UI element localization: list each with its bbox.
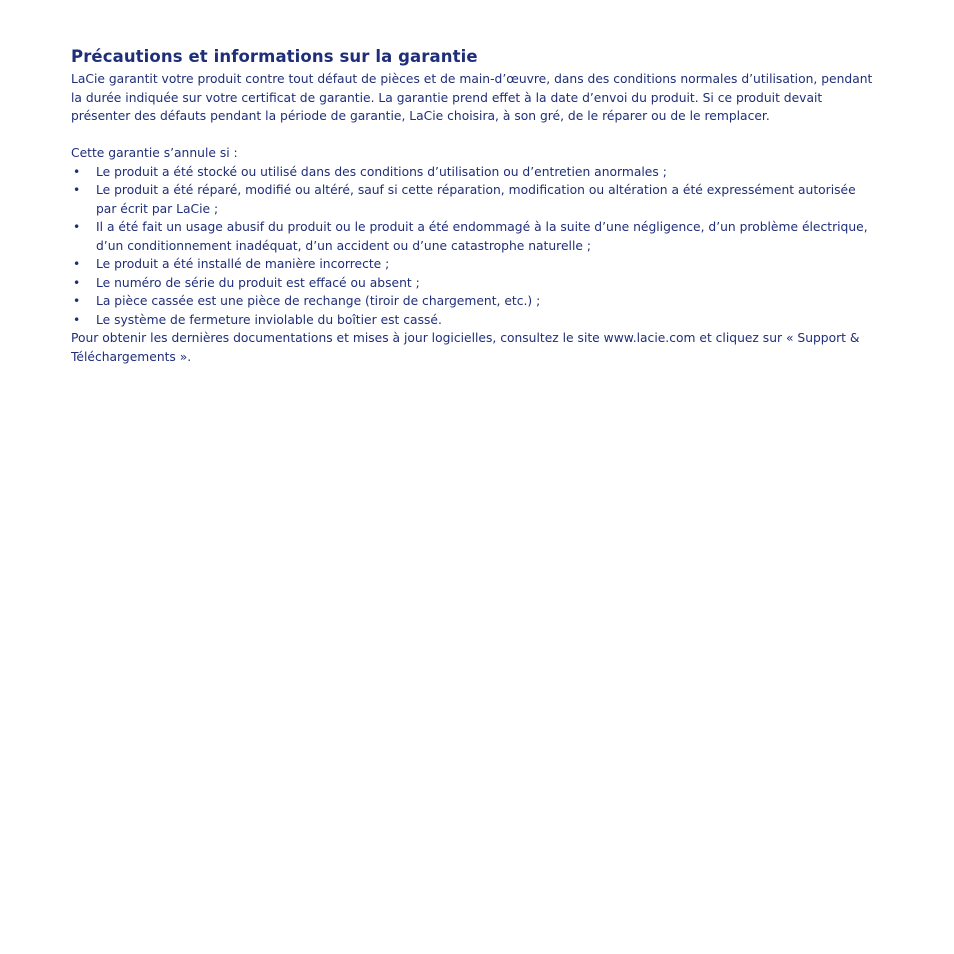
bullet-icon: • [73,257,81,271]
void-heading: Cette garantie s’annule si : [71,146,238,160]
text-line: Le produit a été réparé, modifié ou altéré, sauf si cette réparation, modification ou altération a été expressément autorisée [96,183,856,197]
text-line: La pièce cassée est une pièce de rechange (tiroir de chargement, etc.) ; [96,294,541,308]
text-line: présenter des défauts pendant la période de garantie, LaCie choisira, à son gré, de le réparer ou de le remplacer. [71,109,770,123]
bullet-icon: • [73,294,81,308]
bullet-icon: • [73,183,81,197]
outro-paragraph [71,329,911,366]
bullet-icon: • [73,220,81,234]
text-line: d’un conditionnement inadéquat, d’un accident ou d’une catastrophe naturelle ; [96,238,591,253]
text-line: la durée indiquée sur votre certificat de garantie. La garantie prend effet à la date d’envoi du produit. Si ce produit devait [71,90,823,105]
bullet-icon: • [73,312,81,327]
text-line: Le produit a été stocké ou utilisé dans des conditions d’utilisation ou d’entretien anormales ; [96,164,667,179]
list-item [71,218,911,255]
list-item [71,163,911,182]
warranty-section [71,46,911,366]
list-item [71,181,911,218]
text-line: Le numéro de série du produit est effacé ou absent ; [96,275,420,290]
text-line: Le produit a été installé de manière incorrecte ; [96,257,390,271]
list-item [71,255,911,274]
text-line: Pour obtenir les dernières documentations et mises à jour logicielles, consultez le site www.lacie.com et cliquez sur « Support & [71,331,860,345]
text-line: Il a été fait un usage abusif du produit ou le produit a été endommagé à la suite d’une négligence, d’un problème électrique, [96,220,868,234]
bullet-icon: • [73,164,81,179]
text-line: Téléchargements ». [71,349,192,364]
bullet-icon: • [73,275,81,290]
list-item [71,292,911,311]
section-title: Précautions et informations sur la garantie [71,47,478,66]
text-line: LaCie garantit votre produit contre tout défaut de pièces et de main-d’œuvre, dans des conditions normales d’utilisation, pendant [71,72,873,86]
list-item [71,274,911,293]
text-line: par écrit par LaCie ; [96,201,219,216]
intro-paragraph [71,70,911,126]
void-conditions-list [71,163,911,330]
text-line: Le système de fermeture inviolable du boîtier est cassé. [96,312,442,327]
list-item [71,311,911,330]
